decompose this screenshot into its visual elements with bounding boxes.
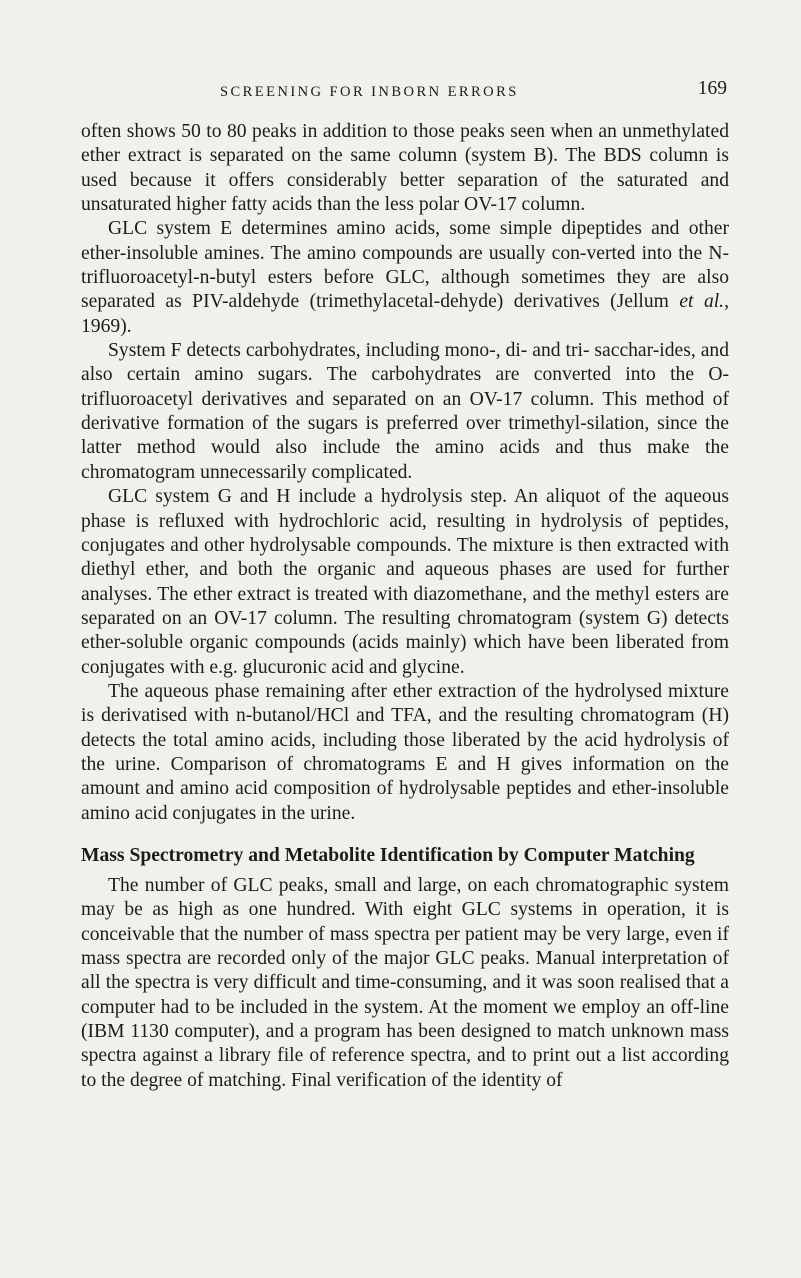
paragraph-system-e-end: , 1969). [81,291,729,337]
paragraph-aqueous-phase: The aqueous phase remaining after ether extraction of the hydrolysed mixture is derivatised with n-butanol/HCl and TFA, and the resulting chromatogram (H) detects the total amino acids, including those liberated by the acid hydrolysis of the urine. Comparison of chromatograms E and H gives information on the amount and amino acid composition of hydrolysable peptides and ether-insoluble amino acid conjugates in the urine. [81,680,729,824]
citation-et-al: et al. [679,291,725,313]
paragraph-system-e [81,217,729,339]
paragraph-system-g-h: GLC system G and H include a hydrolysis step. An aliquot of the aqueous phase is refluxed with hydrochloric acid, resulting in hydrolysis of peptides, conjugates and other hydrolysable compounds. The mixture is then extracted with diethyl ether, and both the organic and aqueous phases are used for further analyses. The ether extract is treated with diazomethane, and the methyl esters are separated on an OV-17 column. The resulting chromatogram (system G) detects ether-soluble organic compounds (acids mainly) which have been liberated from conjugates with e.g. glucuronic acid and glycine. [81,486,729,678]
paragraph-continued: often shows 50 to 80 peaks in addition to those peaks seen when an unmethylated ether extract is separated on the same column (system B). The BDS column is used because it offers considerably better separation of the saturated and unsaturated higher fatty acids than the less polar OV-17 column. [81,121,729,216]
paragraph-system-e-text: GLC system E determines amino acids, some simple dipeptides and other ether-insoluble amines. The amino compounds are usually con-verted into the N-trifluoroacetyl-n-butyl esters before GLC, although sometimes they are also separated as PIV-aldehyde (trimethylacetal-dehyde) derivatives (Jellum [81,218,729,313]
paragraph-mass-spectrometry: The number of GLC peaks, small and large, on each chromatographic system may be as high as one hundred. With eight GLC systems in operation, it is conceivable that the number of mass spectra per patient may be very large, even if mass spectra are recorded only of the major GLC peaks. Manual interpretation of all the spectra is very difficult and time-consuming, and it was soon realised that a computer had to be included in the system. At the moment we employ an off-line (IBM 1130 computer), and a program has been designed to match unknown mass spectra against a library file of reference spectra, and to print out a list according to the degree of matching. Final verification of the identity of [81,874,729,1091]
page-number: 169 [697,78,727,99]
running-head [81,78,729,108]
section-heading: Mass Spectrometry and Metabolite Identification by Computer Matching [81,844,695,866]
running-title: SCREENING FOR INBORN ERRORS [220,84,519,100]
body-text [81,120,729,1093]
paragraph-system-f: System F detects carbohydrates, including mono-, di- and tri- sacchar-ides, and also certain amino sugars. The carbohydrates are converted into the O-trifluoroacetyl derivatives and separated on an OV-17 column. This method of derivative formation of the sugars is preferred over trimethyl-silation, since the latter method would also include the amino acids and thus make the chromatogram unnecessarily complicated. [81,340,729,483]
